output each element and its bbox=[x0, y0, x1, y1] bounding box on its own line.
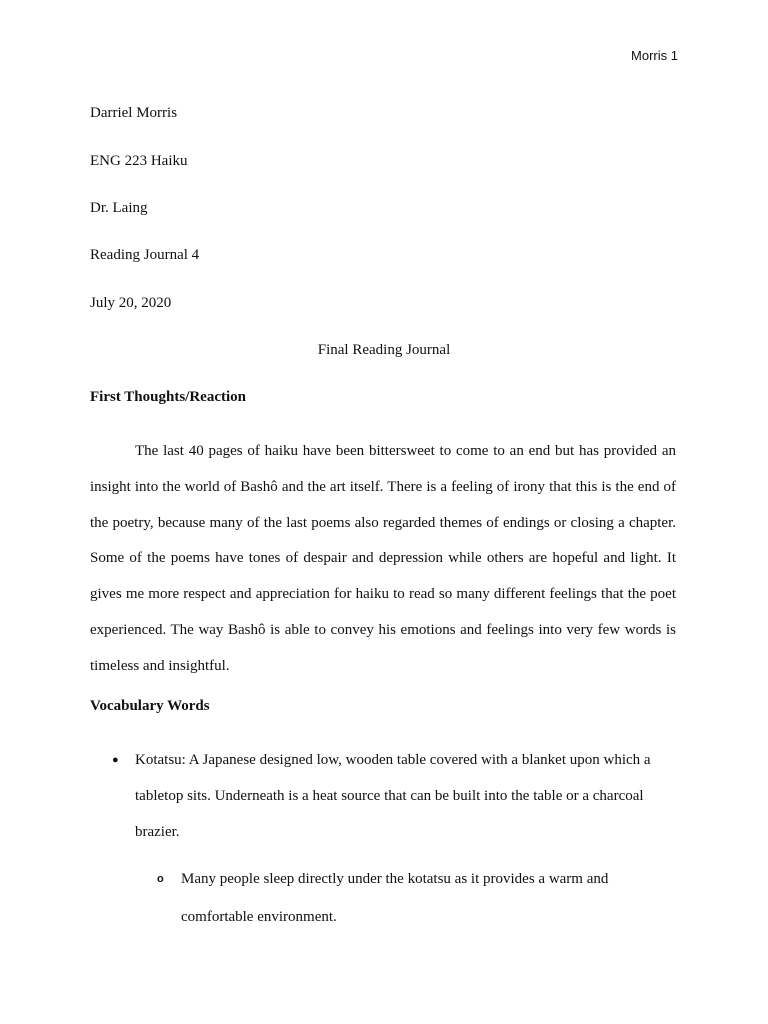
section-heading-vocabulary: Vocabulary Words bbox=[90, 698, 210, 714]
circle-bullet-icon: o bbox=[157, 873, 164, 885]
running-head: Morris 1 bbox=[631, 48, 678, 63]
course-name: ENG 223 Haiku bbox=[90, 153, 188, 169]
instructor-name: Dr. Laing bbox=[90, 200, 148, 216]
list-item bbox=[90, 742, 678, 936]
section-heading-first-thoughts: First Thoughts/Reaction bbox=[90, 389, 246, 405]
vocabulary-example: Many people sleep directly under the kotatsu as it provides a warm and comfortable environment. bbox=[181, 871, 609, 925]
vocabulary-definition: Kotatsu: A Japanese designed low, wooden table covered with a blanket upon which a tabletop sits. Underneath is a heat source that can be built into the table or a charcoal brazier. bbox=[135, 752, 651, 840]
document-title: Final Reading Journal bbox=[317, 342, 451, 358]
vocabulary-sub-list bbox=[135, 860, 678, 936]
bullet-icon: ● bbox=[112, 754, 119, 766]
first-thoughts-paragraph: The last 40 pages of haiku have been bittersweet to come to an end but has provided an insight into the world of Bashô and the art itself. There is a feeling of irony that this is the end of the poetry, because many of the last poems also regarded themes of endings or closing a chapter. Some of the poems have tones of despair and depression while others are hopeful and light. It gives me more respect and appreciation for haiku to read so many different feelings that the poet experienced. The way Bashô is able to convey his emotions and feelings into very few words is timeless and insightful. bbox=[90, 443, 676, 674]
list-item bbox=[135, 860, 678, 936]
author-name: Darriel Morris bbox=[90, 105, 178, 121]
document-date: July 20, 2020 bbox=[90, 295, 172, 311]
assignment-name: Reading Journal 4 bbox=[90, 247, 200, 263]
vocabulary-list bbox=[90, 742, 678, 936]
